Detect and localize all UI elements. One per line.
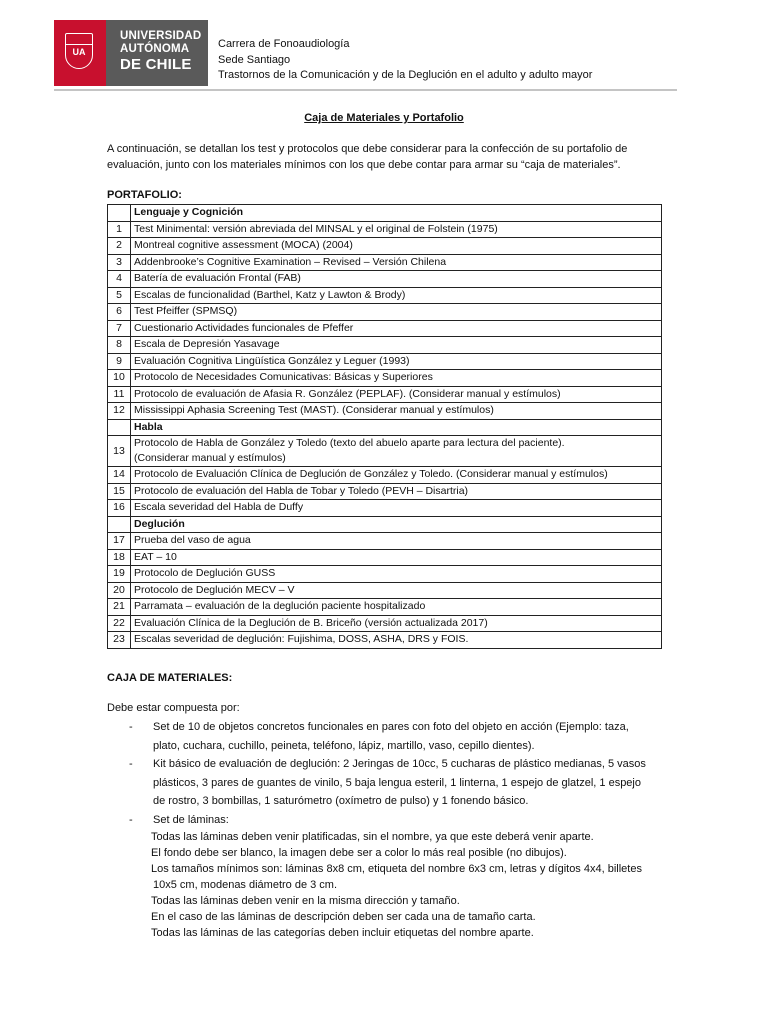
table-row: [108, 483, 662, 500]
row-number: 9: [108, 353, 131, 370]
laminas-note: Todas las láminas deben venir platificadas, sin el nombre, ya que este deberá venir aparte.: [151, 831, 594, 843]
header-info: [218, 37, 592, 84]
row-number: 14: [108, 467, 131, 484]
row-item: [131, 386, 662, 403]
material-line: Set de láminas:: [153, 813, 229, 826]
row-text: Escalas severidad de deglución: Fujishima, DOSS, ASHA, DRS y FOIS.: [134, 633, 469, 646]
row-number: 10: [108, 370, 131, 387]
row-text: Addenbrooke’s Cognitive Examination – Revised – Versión Chilena: [134, 255, 447, 268]
row-item: [131, 483, 662, 500]
row-number: 21: [108, 599, 131, 616]
document-title: Caja de Materiales y Portafolio: [304, 112, 464, 124]
row-number: 22: [108, 615, 131, 632]
table-row: [108, 254, 662, 271]
table-row: [108, 353, 662, 370]
logo-wordmark: [106, 20, 208, 86]
laminas-note: Todas las láminas de las categorías deben incluir etiquetas del nombre aparte.: [151, 927, 534, 939]
row-text: Deglución: [134, 517, 185, 530]
row-item: [131, 582, 662, 599]
logo-line-2: AUTÓNOMA: [120, 43, 190, 55]
document-header: [54, 20, 678, 90]
table-row: [108, 304, 662, 321]
table-row: [108, 615, 662, 632]
row-item: [131, 467, 662, 484]
row-item: [131, 337, 662, 354]
material-line: Kit básico de evaluación de deglución: 2 Jeringas de 10cc, 5 cucharas de plástico medianas, 5 vasos: [153, 758, 646, 770]
row-number: 1: [108, 221, 131, 238]
row-number: 2: [108, 238, 131, 255]
row-number: 11: [108, 386, 131, 403]
laminas-note: 10x5 cm, modenas diámetro de 3 cm.: [153, 879, 338, 891]
row-text: Montreal cognitive assessment (MOCA) (2004): [134, 239, 353, 252]
row-text-continued: (Considerar manual y estímulos): [134, 452, 286, 464]
table-row: [108, 320, 662, 337]
university-logo: [54, 20, 208, 86]
row-item: [131, 533, 662, 550]
row-number: [108, 205, 131, 222]
table-row: [108, 287, 662, 304]
table-row: [108, 271, 662, 288]
table-row: [108, 566, 662, 583]
row-number: 12: [108, 403, 131, 420]
row-item: [131, 500, 662, 517]
row-item: [131, 287, 662, 304]
row-item: [131, 632, 662, 649]
section-title: [131, 205, 662, 222]
table-row: [108, 467, 662, 484]
row-text: Cuestionario Actividades funcionales de Pfeffer: [134, 321, 354, 334]
row-number: 3: [108, 254, 131, 271]
row-text: Escalas de funcionalidad (Barthel, Katz y Lawton & Brody): [134, 288, 406, 301]
row-text: Protocolo de Necesidades Comunicativas: Básicas y Superiores: [134, 371, 433, 384]
row-text: Protocolo de Deglución GUSS: [134, 567, 276, 580]
laminas-note: Todas las láminas deben venir en la misma dirección y tamaño.: [151, 895, 460, 907]
crest-initials: UA: [72, 47, 86, 57]
row-text: Protocolo de evaluación de Afasia R. González (PEPLAF). (Considerar manual y estímulos): [134, 387, 561, 400]
table-row: [108, 337, 662, 354]
row-number: 16: [108, 500, 131, 517]
row-text: Protocolo de Deglución MECV – V: [134, 583, 295, 596]
row-item: [131, 238, 662, 255]
course-name: Trastornos de la Comunicación y de la Deglución en el adulto y adulto mayor: [218, 69, 593, 81]
table-row: [108, 500, 662, 517]
materials-heading: CAJA DE MATERIALES:: [107, 672, 233, 684]
materials-intro: Debe estar compuesta por:: [107, 702, 240, 714]
table-row: [108, 370, 662, 387]
row-number: 4: [108, 271, 131, 288]
row-number: 20: [108, 582, 131, 599]
section-title: [131, 516, 662, 533]
row-item: [131, 221, 662, 238]
row-number: 19: [108, 566, 131, 583]
material-item: [107, 811, 667, 830]
laminas-notes: [107, 829, 667, 941]
row-item: [131, 549, 662, 566]
row-text: Parramata – evaluación de la deglución paciente hospitalizado: [134, 600, 426, 613]
row-item: [131, 353, 662, 370]
row-text: Evaluación Clínica de la Deglución de B. Briceño (versión actualizada 2017): [134, 616, 488, 629]
career-name: Carrera de Fonoaudiología: [218, 38, 350, 50]
row-number: 7: [108, 320, 131, 337]
row-text: Protocolo de Evaluación Clínica de Deglución de González y Toledo. (Considerar manual y estímulos): [134, 468, 608, 481]
laminas-note: El fondo debe ser blanco, la imagen debe ser a color lo más real posible (no dibujos).: [151, 847, 567, 859]
portfolio-table: [107, 204, 662, 649]
laminas-note: En el caso de las láminas de descripción deben ser cada una de tamaño carta.: [151, 911, 536, 923]
row-item: [131, 304, 662, 321]
logo-emblem-panel: [54, 20, 106, 86]
table-row: [108, 533, 662, 550]
table-row: [108, 599, 662, 616]
table-row: [108, 403, 662, 420]
table-row: [108, 436, 662, 467]
section-row: [108, 419, 662, 436]
material-line: plato, cuchara, cuchillo, peineta, teléfono, lápiz, martillo, vaso, cepillo dientes).: [153, 739, 535, 752]
row-number: 17: [108, 533, 131, 550]
row-item: [131, 370, 662, 387]
row-text: Escala severidad del Habla de Duffy: [134, 501, 304, 514]
row-item: [131, 320, 662, 337]
logo-line-3: DE CHILE: [120, 56, 192, 73]
row-item: [131, 403, 662, 420]
section-title: [131, 419, 662, 436]
row-number: 5: [108, 287, 131, 304]
row-number: 13: [108, 436, 131, 467]
row-text: Mississippi Aphasia Screening Test (MAST). (Considerar manual y estímulos): [134, 404, 494, 417]
material-line: plásticos, 3 pares de guantes de vinilo, 5 baja lengua esteril, 1 linterna, 1 espejo de glatzel, 1 espejo: [153, 776, 641, 789]
row-number: 23: [108, 632, 131, 649]
material-item: [107, 718, 667, 755]
bullet-dash: -: [129, 813, 133, 826]
row-text: Prueba del vaso de agua: [134, 534, 251, 547]
row-item: [131, 566, 662, 583]
materials-list: [107, 718, 667, 941]
crest-icon: [65, 33, 93, 69]
row-item: [131, 615, 662, 632]
intro-paragraph: A continuación, se detallan los test y protocolos que debe considerar para la confección de su portafolio de evaluación, junto con los materiales mínimos con los que debe contar para armar su “caja de materiales”.: [107, 143, 628, 171]
header-divider: [54, 89, 677, 91]
row-number: 18: [108, 549, 131, 566]
row-number: [108, 516, 131, 533]
row-item: [131, 254, 662, 271]
row-text: Protocolo de evaluación del Habla de Tobar y Toledo (PEVH – Disartria): [134, 484, 469, 497]
row-number: 15: [108, 483, 131, 500]
portfolio-heading: PORTAFOLIO:: [107, 189, 182, 201]
table-row: [108, 582, 662, 599]
material-line: Set de 10 de objetos concretos funcionales en pares con foto del objeto en acción (Ejemplo: taza,: [153, 721, 629, 733]
row-text: Batería de evaluación Frontal (FAB): [134, 272, 301, 285]
row-text: Evaluación Cognitiva Lingüística González y Leguer (1993): [134, 354, 410, 367]
material-line: de rostro, 3 bombillas, 1 saturómetro (oxímetro de pulso) y 1 fonendo básico.: [153, 795, 529, 807]
row-item: [131, 271, 662, 288]
material-item: [107, 755, 667, 811]
table-row: [108, 238, 662, 255]
row-number: 6: [108, 304, 131, 321]
table-row: [108, 386, 662, 403]
row-text: Escala de Depresión Yasavage: [134, 338, 280, 351]
row-text: Test Pfeiffer (SPMSQ): [134, 305, 238, 318]
bullet-dash: -: [129, 758, 133, 770]
laminas-note: Los tamaños mínimos son: láminas 8x8 cm, etiqueta del nombre 6x3 cm, letras y dígitos 4x4, billetes: [151, 863, 642, 875]
row-text: Test Minimental: versión abreviada del MINSAL y el original de Folstein (1975): [134, 222, 498, 235]
table-row: [108, 632, 662, 649]
table-row: [108, 221, 662, 238]
row-text: Protocolo de Habla de González y Toledo (texto del abuelo aparte para lectura del paciente).: [134, 437, 565, 449]
section-row: [108, 205, 662, 222]
row-text: EAT – 10: [134, 550, 177, 563]
row-text: Habla: [134, 420, 163, 433]
row-text: Lenguaje y Cognición: [134, 206, 244, 219]
campus-name: Sede Santiago: [218, 53, 291, 66]
section-row: [108, 516, 662, 533]
logo-line-1: UNIVERSIDAD: [120, 30, 202, 42]
row-item: [131, 599, 662, 616]
table-row: [108, 549, 662, 566]
row-number: [108, 419, 131, 436]
row-item: [131, 436, 662, 467]
bullet-dash: -: [129, 721, 133, 733]
row-number: 8: [108, 337, 131, 354]
